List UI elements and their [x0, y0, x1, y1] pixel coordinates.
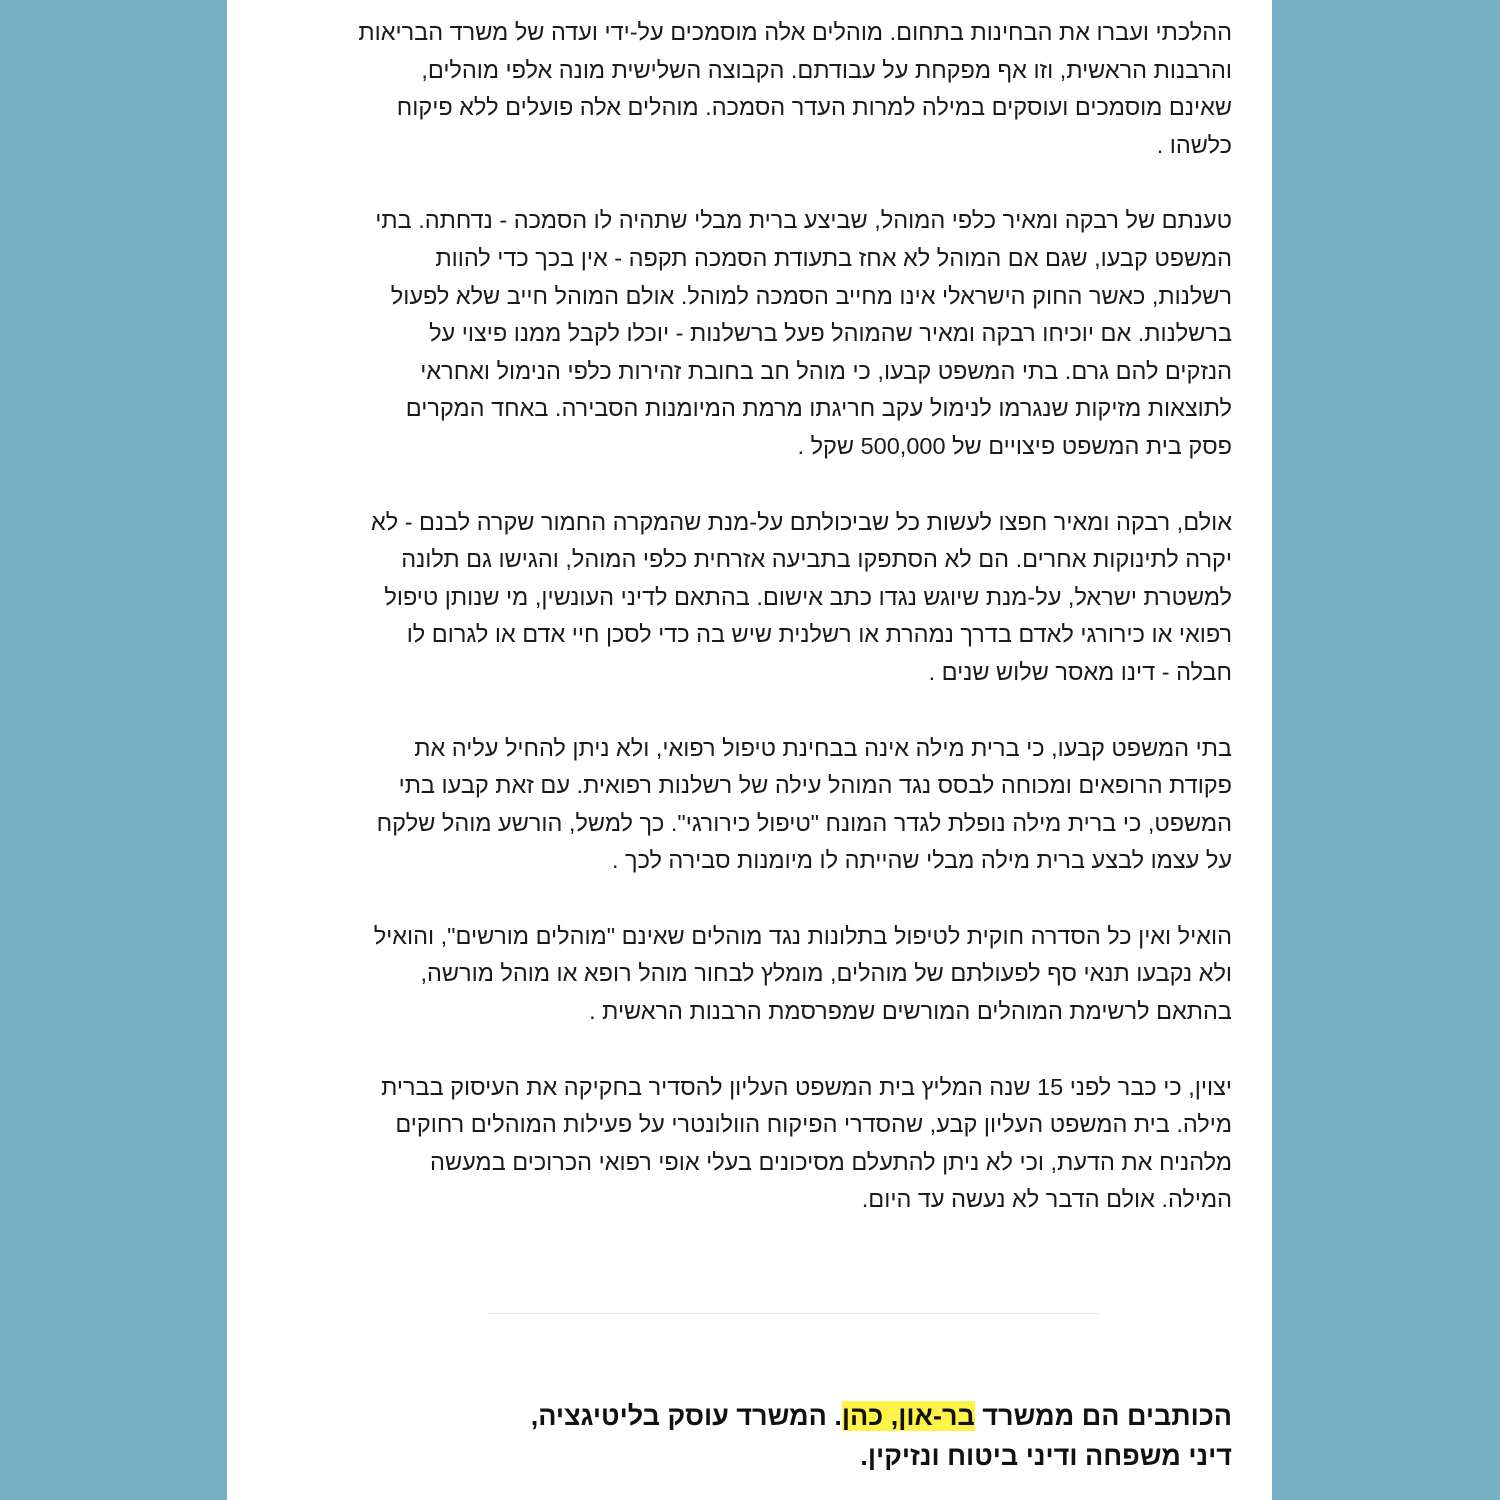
- author-text-before: הכותבים הם ממשרד: [974, 1401, 1232, 1431]
- text-line: פסק בית המשפט פיצויים של 500,000 שקל .: [797, 432, 1232, 459]
- text-line: ההלכתי ועברו את הבחינות בתחום. מוהלים אלה מוסמכים על-ידי ועדה של משרד הבריאות: [358, 19, 1232, 45]
- author-line-1: [227, 1396, 1232, 1436]
- text-line: המשפט, כי ברית מילה נופלת לגדר המונח "טיפול כירורגי". כך למשל, הורשע מוהל שלקח: [376, 809, 1232, 836]
- text-line: יצוין, כי כבר לפני 15 שנה המליץ בית המשפט העליון להסדיר בחקיקה את העיסוק בברית: [381, 1073, 1232, 1100]
- text-line: המילה. אולם הדבר לא נעשה עד היום.: [861, 1186, 1232, 1213]
- article-body: [227, 14, 1232, 1257]
- paragraph-5: [227, 918, 1232, 1031]
- text-line: והרבנות הראשית, וזו אף מפקחת על עבודתם. הקבוצה השלישית מונה אלפי מוהלים,: [421, 56, 1232, 83]
- text-line: שאינם מוסמכים ועוסקים במילה למרות העדר הסמכה. מוהלים אלה פועלים ללא פיקוח: [396, 94, 1232, 121]
- text-line: יקרה לתינוקות אחרים. הם לא הסתפקו בתביעה אזרחית כלפי המוהל, והגישו גם תלונה: [401, 546, 1232, 573]
- text-line: הואיל ואין כל הסדרה חוקית לטיפול בתלונות נגד מוהלים שאינם "מוהלים מורשים", והואיל: [373, 922, 1232, 949]
- text-line: אולם, רבקה ומאיר חפצו לעשות כל שביכולתם על-מנת שהמקרה החמור שקרה לבנם - לא: [370, 508, 1232, 535]
- author-line-2: דיני משפחה ודיני ביטוח ונזיקין.: [860, 1441, 1232, 1471]
- paragraph-4: [227, 730, 1232, 880]
- text-line: חבלה - דינו מאסר שלוש שנים .: [928, 658, 1232, 685]
- text-line: הנזקים להם גרם. בתי המשפט קבעו, כי מוהל חב בחובת זהירות כלפי הנימול ואחראי: [420, 357, 1232, 384]
- text-line: רפואי או כירורגי לאדם בדרך נמהרת או רשלנית שיש בה כדי לסכן חיי אדם או לגרום לו: [406, 621, 1232, 648]
- text-line: כלשהו .: [1156, 131, 1232, 158]
- paragraph-1: [227, 14, 1232, 164]
- paragraph-2: [227, 202, 1232, 465]
- firm-name-highlight: בר-און, כהן: [841, 1401, 975, 1431]
- text-line: טענתם של רבקה ומאיר כלפי המוהל, שביצע ברית מבלי שתהיה לו הסמכה - נדחתה. בתי: [375, 207, 1232, 234]
- text-line: רשלנות, כאשר החוק הישראלי אינו מחייב הסמכה למוהל. אולם המוהל חייב שלא לפעול: [390, 282, 1232, 309]
- text-line: פקודת הרופאים ומכוחה לבסס נגד המוהל עילה של רשלנות רפואית. עם זאת קבעו בתי: [398, 772, 1232, 799]
- text-line: ולא נקבעו תנאי סף לפעולתם של מוהלים, מומלץ לבחור מוהל רופא או מוהל מורשה,: [420, 960, 1232, 987]
- paragraph-6: [227, 1069, 1232, 1219]
- document-page: [227, 0, 1272, 1500]
- text-line: המשפט קבעו, שגם אם המוהל לא אחז בתעודת הסמכה תקפה - אין בכך כדי להוות: [435, 244, 1232, 271]
- text-line: בהתאם לרשימת המוהלים המורשים שמפרסמת הרבנות הראשית .: [589, 998, 1232, 1025]
- text-line: מלהניח את הדעת, וכי לא ניתן להתעלם מסיכונים בעלי אופי רפואי הכרוכים במעשה: [430, 1148, 1232, 1175]
- text-line: מילה. בית המשפט העליון קבע, שהסדרי הפיקוח הוולונטרי על פעילות המוהלים רחוקים: [395, 1111, 1232, 1138]
- author-text-after: . המשרד עוסק בליטיגציה,: [530, 1401, 842, 1431]
- text-line: לתוצאות מזיקות שנגרמו לנימול עקב חריגתו מרמת המיומנות הסבירה. באחד המקרים: [405, 395, 1232, 422]
- section-divider: [489, 1313, 1099, 1314]
- text-line: ברשלנות. אם יוכיחו רבקה ומאיר שהמוהל פעל ברשלנות - יוכלו לקבל ממנו פיצוי על: [429, 320, 1232, 347]
- paragraph-3: [227, 504, 1232, 692]
- text-line: על עצמו לבצע ברית מילה מבלי שהייתה לו מיומנות סבירה לכך .: [611, 847, 1232, 874]
- author-credit: [227, 1396, 1232, 1476]
- text-line: למשטרת ישראל, על-מנת שיוגש נגדו כתב אישום. בהתאם לדיני העונשין, מי שנותן טיפול: [384, 583, 1232, 610]
- text-line: בתי המשפט קבעו, כי ברית מילה אינה בבחינת טיפול רפואי, ולא ניתן להחיל עליה את: [414, 734, 1232, 761]
